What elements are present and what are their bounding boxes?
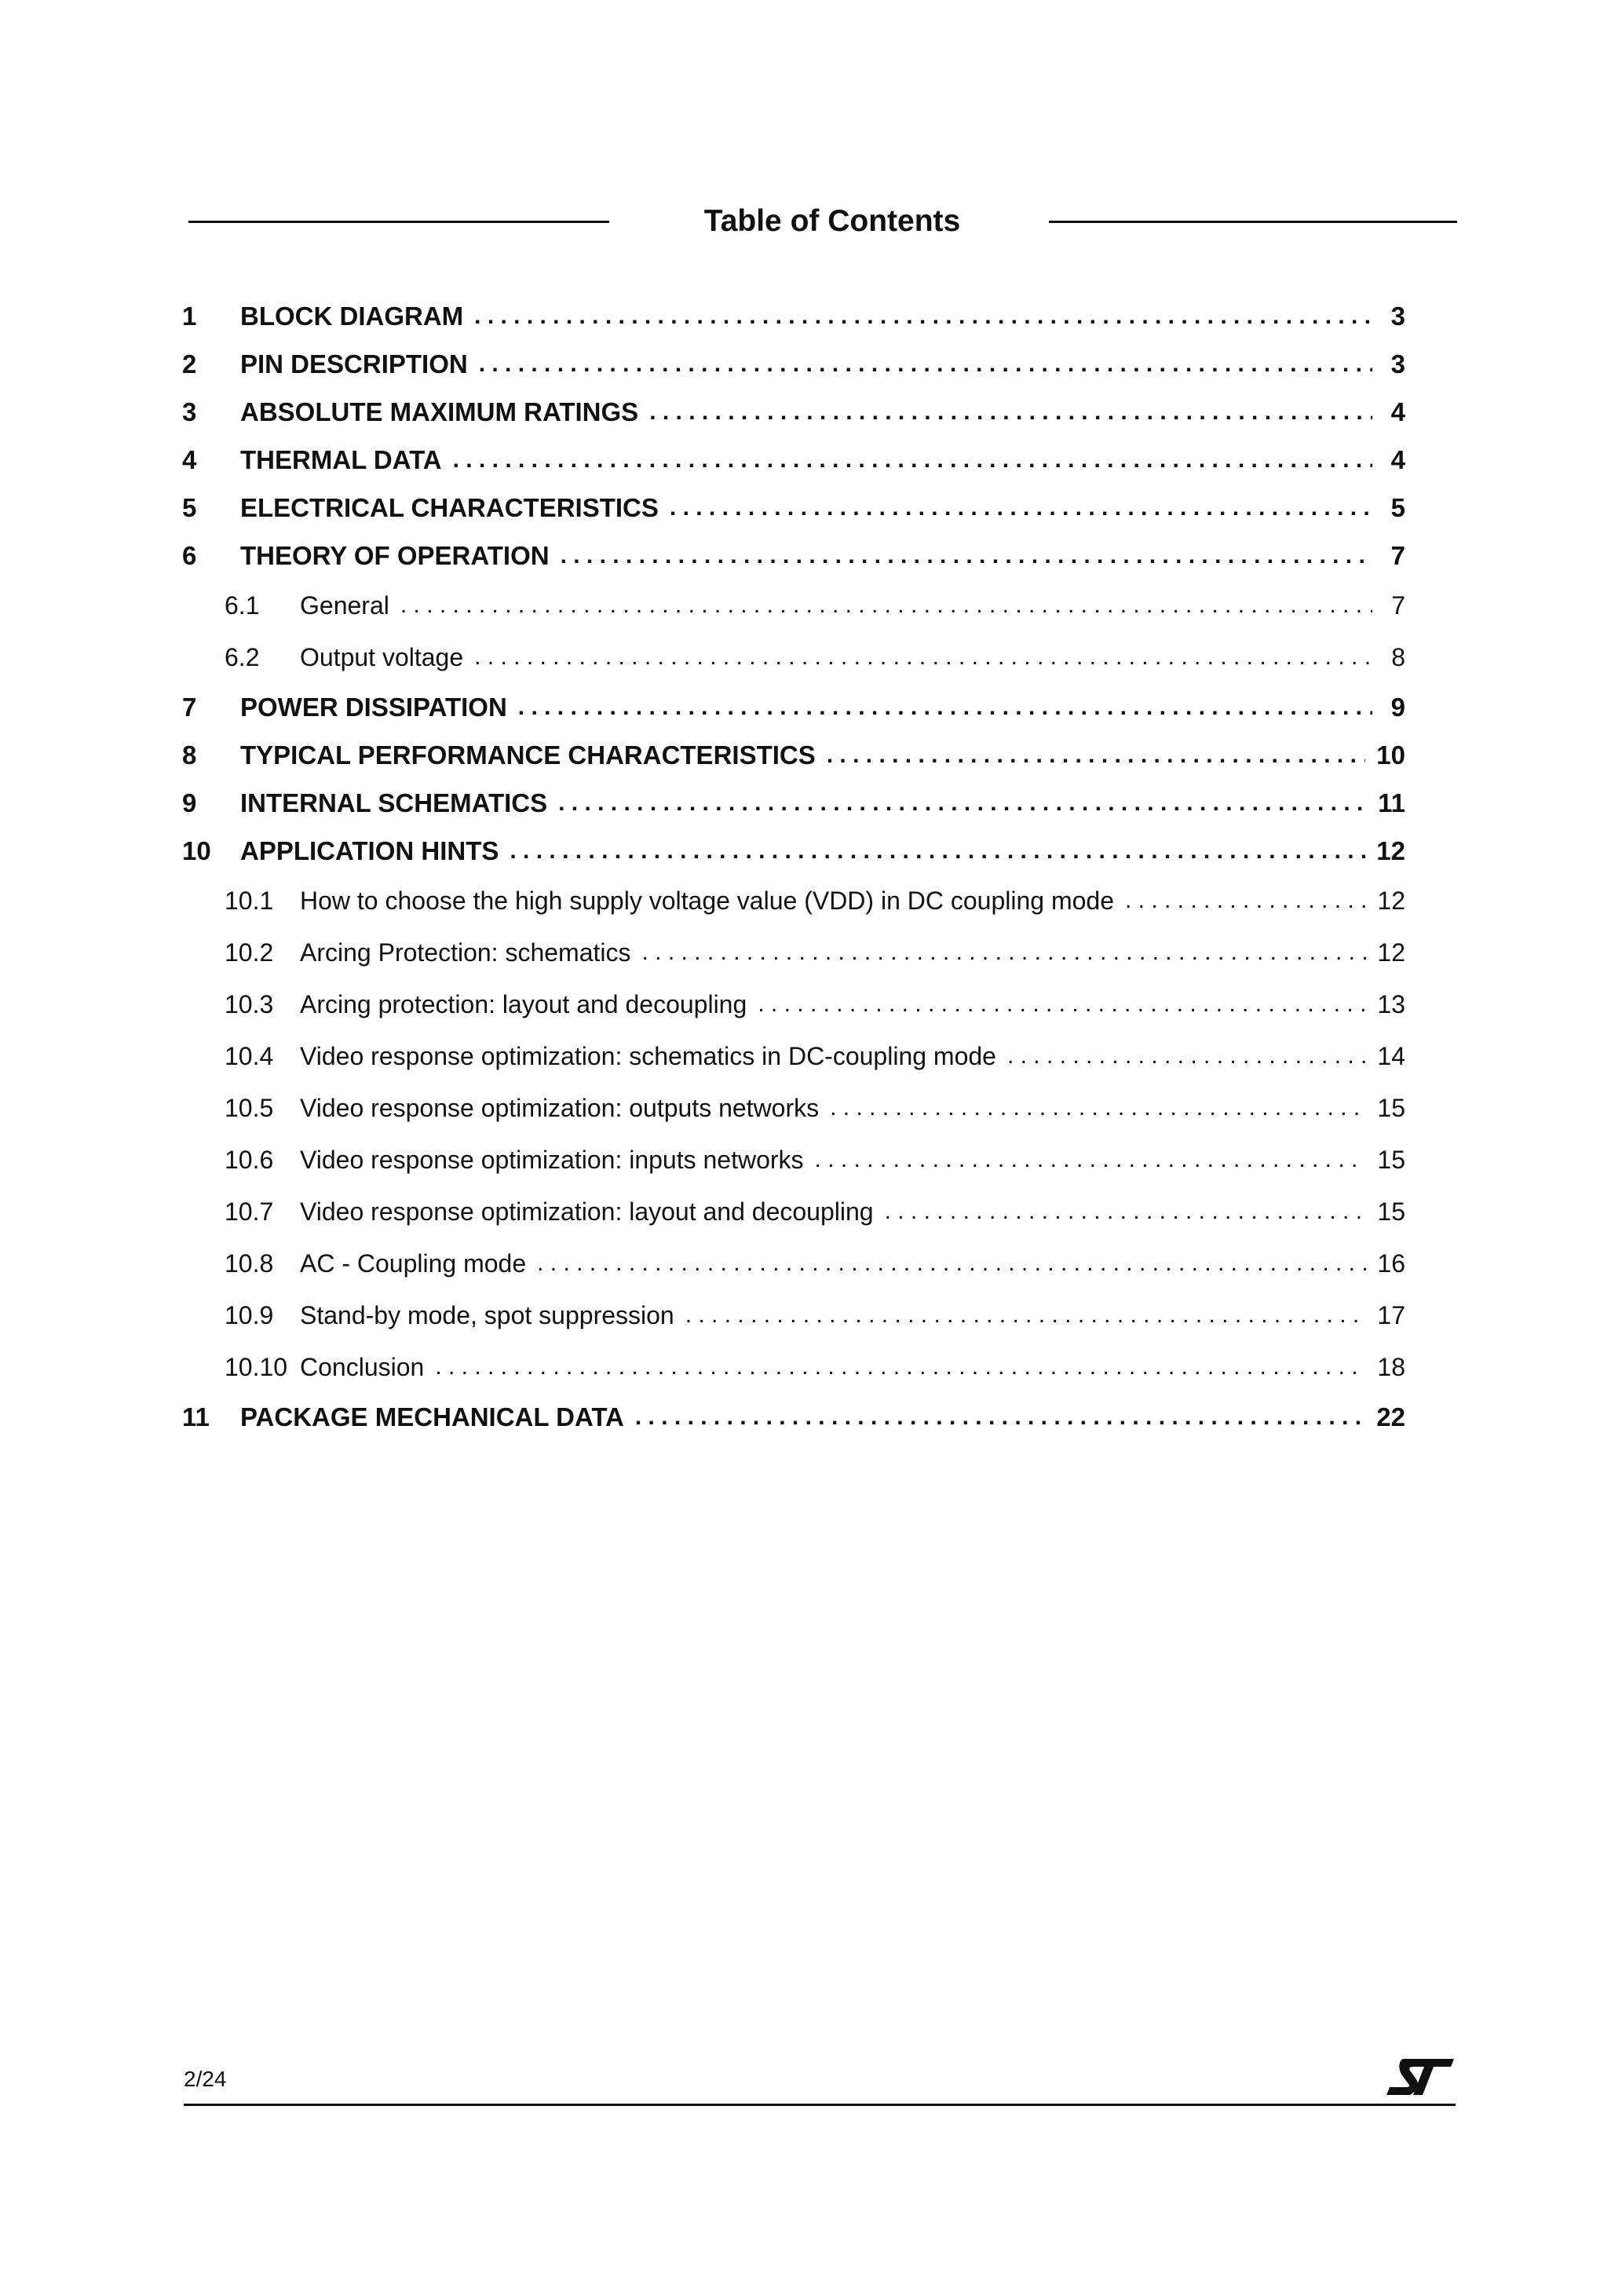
toc-entry-number: 10.6	[225, 1145, 274, 1174]
toc-entry-title: Arcing protection: layout and decoupling	[300, 989, 747, 1018]
dot-leader	[670, 495, 1372, 521]
toc-entry-number: 10.3	[225, 989, 274, 1018]
toc-entry-number: 8	[182, 740, 197, 770]
toc-entry-page: 15	[1377, 1093, 1405, 1122]
toc-entry[interactable]	[182, 1393, 1405, 1441]
dot-leader	[474, 303, 1372, 330]
toc-entry-title: Output voltage	[300, 642, 464, 671]
toc-subentry[interactable]	[182, 1082, 1405, 1134]
toc-entry-page: 12	[1377, 938, 1405, 967]
toc-entry-number: 10.4	[225, 1041, 274, 1070]
toc-entry[interactable]	[182, 779, 1405, 827]
toc-entry-number: 10.1	[225, 886, 274, 915]
toc-entry-title: Conclusion	[300, 1352, 425, 1381]
toc-subentry[interactable]	[182, 1134, 1405, 1186]
toc-entry-number: 10.2	[225, 938, 274, 967]
toc-header	[188, 198, 1457, 245]
toc-entry-page: 4	[1390, 444, 1405, 474]
dot-leader	[400, 592, 1372, 619]
toc-entry-title: PIN DESCRIPTION	[240, 349, 468, 378]
toc-entry-number: 10.5	[225, 1093, 274, 1122]
toc-entry-title: How to choose the high supply voltage value (VDD) in DC coupling mode	[300, 886, 1114, 915]
toc-entry-number: 10.8	[225, 1249, 274, 1278]
dot-leader	[474, 644, 1372, 671]
toc-entry-number: 10.9	[225, 1300, 274, 1329]
toc-entry-number: 5	[182, 492, 197, 522]
dot-leader	[830, 1095, 1366, 1121]
dot-leader	[537, 1250, 1366, 1277]
toc-entry-page: 16	[1377, 1249, 1405, 1278]
toc-subentry[interactable]	[182, 1030, 1405, 1082]
toc-entry-title: APPLICATION HINTS	[240, 835, 499, 865]
toc-subentry[interactable]	[182, 1341, 1405, 1393]
toc-entry[interactable]	[182, 731, 1405, 779]
toc-entry-page: 13	[1377, 989, 1405, 1018]
toc-list	[182, 292, 1405, 1441]
dot-leader	[558, 790, 1367, 817]
st-logo-icon	[1386, 2056, 1454, 2098]
toc-entry-title: BLOCK DIAGRAM	[240, 301, 464, 331]
toc-entry-page: 11	[1378, 788, 1405, 817]
toc-entry[interactable]	[182, 532, 1405, 579]
dot-leader	[642, 939, 1367, 966]
toc-entry-title: Stand-by mode, spot suppression	[300, 1300, 674, 1329]
toc-entry-page: 7	[1390, 540, 1405, 570]
page-title: Table of Contents	[703, 204, 961, 238]
toc-entry-title: ABSOLUTE MAXIMUM RATINGS	[240, 397, 639, 426]
toc-entry-title: TYPICAL PERFORMANCE CHARACTERISTICS	[240, 740, 816, 770]
toc-entry-title: THEORY OF OPERATION	[240, 540, 550, 570]
dot-leader	[685, 1302, 1367, 1329]
toc-entry-number: 6	[182, 540, 197, 570]
toc-entry-number: 7	[182, 692, 197, 722]
dot-leader	[815, 1146, 1367, 1173]
toc-entry-page: 7	[1391, 590, 1405, 620]
page-footer	[184, 2051, 1456, 2106]
toc-subentry[interactable]	[182, 875, 1405, 927]
toc-entry-page: 12	[1377, 886, 1405, 915]
dot-leader	[561, 543, 1372, 569]
toc-entry-number: 6.1	[225, 590, 260, 620]
toc-entry-page: 3	[1390, 349, 1405, 378]
toc-entry-title: AC - Coupling mode	[300, 1249, 527, 1278]
dot-leader	[1007, 1043, 1366, 1069]
toc-entry[interactable]	[182, 292, 1405, 340]
toc-entry-title: THERMAL DATA	[240, 444, 442, 474]
toc-subentry[interactable]	[182, 978, 1405, 1030]
toc-entry-page: 15	[1377, 1197, 1405, 1226]
toc-entry-number: 2	[182, 349, 197, 378]
toc-entry[interactable]	[182, 827, 1405, 875]
toc-entry-page: 17	[1377, 1300, 1405, 1329]
footer-rule	[184, 2104, 1456, 2106]
toc-subentry[interactable]	[182, 1289, 1405, 1341]
toc-entry-number: 3	[182, 397, 197, 426]
toc-entry-title: Video response optimization: schematics in DC-coupling mode	[300, 1041, 996, 1070]
toc-entry-page: 22	[1376, 1402, 1405, 1431]
toc-entry-number: 10.10	[225, 1352, 288, 1381]
toc-entry-page: 12	[1376, 835, 1405, 865]
toc-entry-page: 18	[1377, 1352, 1405, 1381]
header-rule-right	[1049, 221, 1457, 223]
toc-entry-number: 10	[182, 835, 211, 865]
toc-subentry[interactable]	[182, 927, 1405, 978]
dot-leader	[510, 838, 1365, 865]
dot-leader	[518, 694, 1372, 721]
toc-entry[interactable]	[182, 484, 1405, 532]
dot-leader	[827, 742, 1366, 769]
header-rule-left	[188, 221, 609, 223]
dot-leader	[435, 1354, 1366, 1380]
toc-entry[interactable]	[182, 436, 1405, 484]
toc-entry-page: 8	[1391, 642, 1405, 671]
toc-entry-title: PACKAGE MECHANICAL DATA	[240, 1402, 624, 1431]
dot-leader	[649, 399, 1372, 426]
toc-entry[interactable]	[182, 340, 1405, 388]
toc-entry-title: Arcing Protection: schematics	[300, 938, 631, 967]
toc-entry[interactable]	[182, 683, 1405, 731]
toc-entry-number: 4	[182, 444, 197, 474]
toc-entry-title: Video response optimization: layout and decoupling	[300, 1197, 874, 1226]
toc-subentry[interactable]	[182, 1186, 1405, 1238]
toc-entry-page: 5	[1390, 492, 1405, 522]
toc-entry-number: 11	[182, 1402, 210, 1431]
toc-entry-title: POWER DISSIPATION	[240, 692, 507, 722]
dot-leader	[758, 991, 1366, 1018]
dot-leader	[1125, 887, 1366, 914]
dot-leader	[453, 447, 1372, 473]
toc-subentry[interactable]	[182, 631, 1405, 683]
toc-entry-page: 9	[1390, 692, 1405, 722]
dot-leader	[635, 1404, 1365, 1431]
toc-entry-page: 15	[1377, 1145, 1405, 1174]
dot-leader	[479, 351, 1372, 378]
toc-entry-page: 10	[1376, 740, 1405, 770]
toc-entry-page: 4	[1390, 397, 1405, 426]
dot-leader	[885, 1198, 1367, 1225]
toc-entry-number: 10.7	[225, 1197, 274, 1226]
toc-entry-title: General	[300, 590, 389, 620]
toc-entry-title: Video response optimization: outputs networks	[300, 1093, 820, 1122]
toc-entry-title: Video response optimization: inputs networks	[300, 1145, 804, 1174]
toc-subentry[interactable]	[182, 1238, 1405, 1289]
toc-entry-number: 6.2	[225, 642, 260, 671]
toc-entry-title: INTERNAL SCHEMATICS	[240, 788, 548, 817]
toc-entry-page: 3	[1390, 301, 1405, 331]
toc-entry-title: ELECTRICAL CHARACTERISTICS	[240, 492, 659, 522]
toc-subentry[interactable]	[182, 579, 1405, 631]
toc-entry[interactable]	[182, 388, 1405, 436]
toc-entry-number: 9	[182, 788, 197, 817]
toc-entry-page: 14	[1377, 1041, 1405, 1070]
toc-entry-number: 1	[182, 301, 197, 331]
page-number: 2/24	[184, 2067, 227, 2091]
